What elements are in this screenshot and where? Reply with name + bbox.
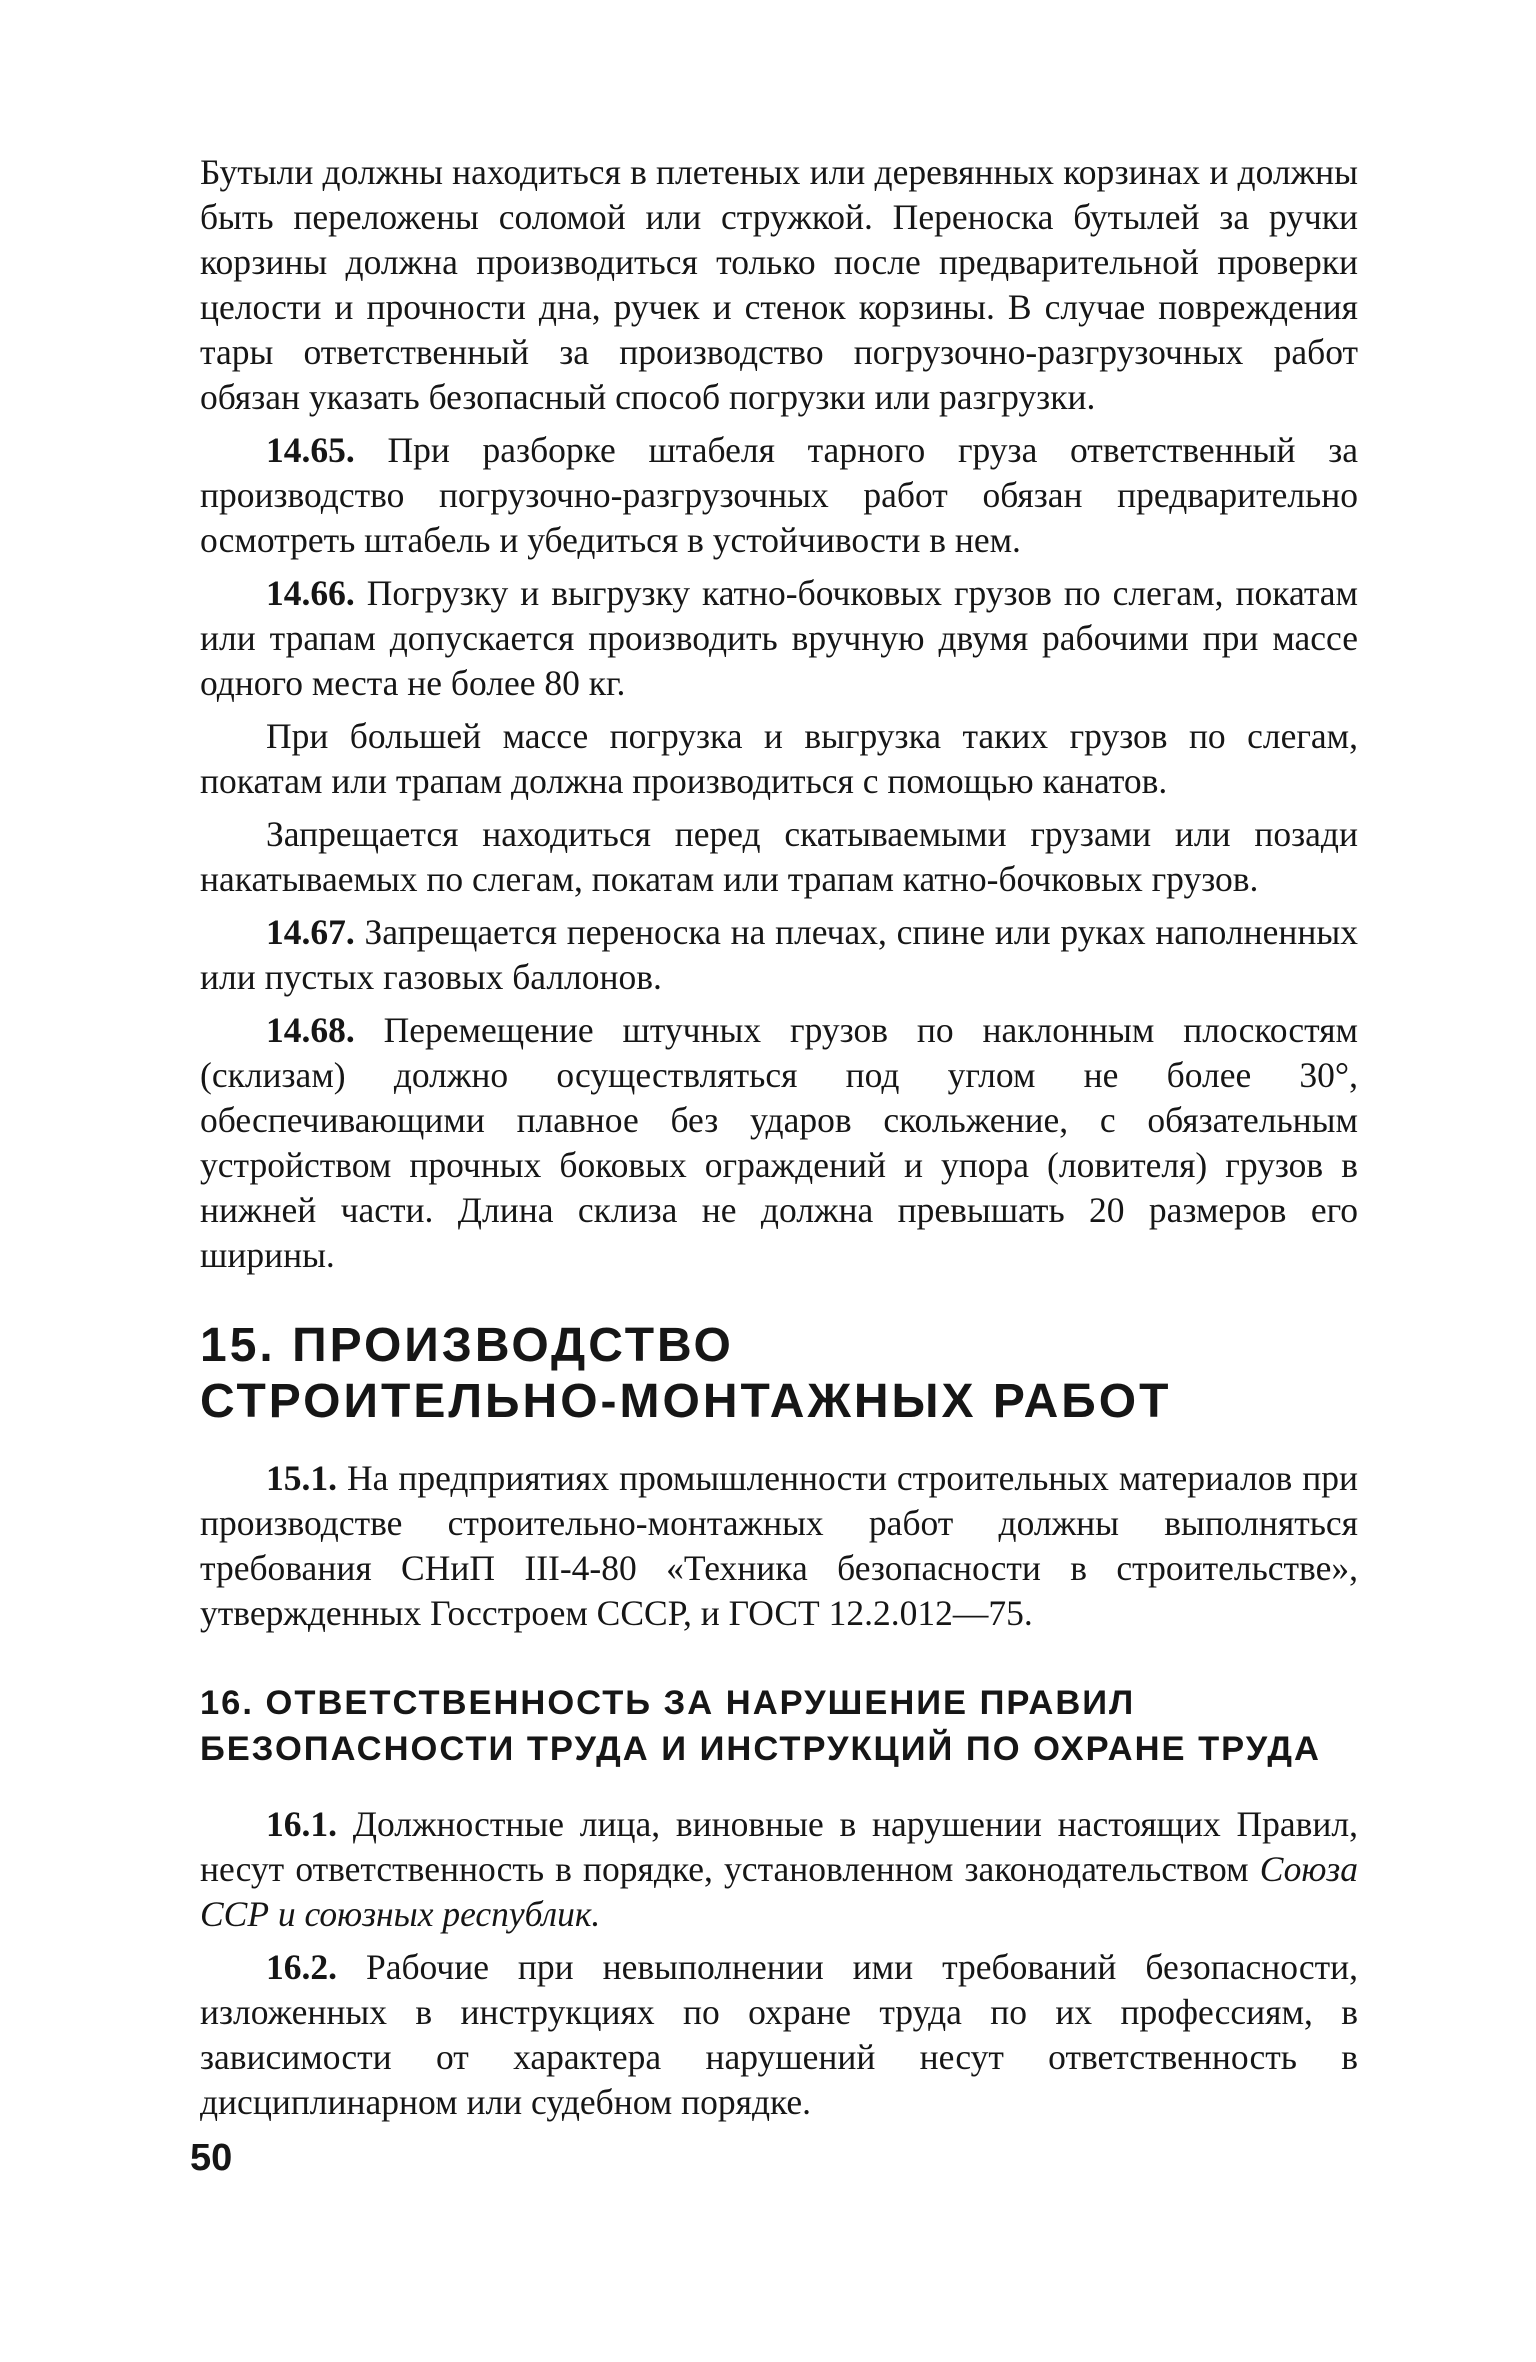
section-15-heading — [200, 1318, 1358, 1430]
clause-number-16-1: 16.1. — [266, 1804, 337, 1844]
paragraph-14-66-c — [200, 812, 1358, 902]
paragraph-14-68 — [200, 1008, 1358, 1278]
clause-text-14-65: При разборке штабеля тарного груза ответственный за производство погрузочно-разгрузочных работ обязан предварительно осмотреть штабель и убедиться в устойчивости в нем. — [200, 430, 1358, 560]
clause-text-15-1: На предприятиях промышленности строительных материалов при производстве строительно-монтажных работ должны выполняться требования СНиП III-4-80 «Техника безопасности в строительстве», утвержденных Госстроем СССР, и ГОСТ 12.2.012—75. — [200, 1458, 1358, 1633]
clause-text-14-67: Запрещается переноска на плечах, спине или руках наполненных или пустых газовых баллонов. — [200, 912, 1358, 997]
clause-number-14-67: 14.67. — [266, 912, 355, 952]
paragraph-14-67 — [200, 910, 1358, 1000]
clause-text-16-2: Рабочие при невыполнении ими требований безопасности, изложенных в инструкциях по охране труда по их профессиям, в зависимости от характера нарушений несут ответственность в дисциплинарном или судебном порядке. — [200, 1947, 1358, 2122]
clause-text-14-66: Погрузку и выгрузку катно-бочковых грузов по слегам, покатам или трапам допускается производить вручную двумя рабочими при массе одного места не более 80 кг. — [200, 573, 1358, 703]
clause-text-14-68: Перемещение штучных грузов по наклонным плоскостям (склизам) должно осуществляться под углом не более 30°, обеспечивающими плавное без ударов скольжение, с обязательным устройством прочных боковых ограждений и упора (ловителя) грузов в нижней части. Длина склиза не должна превышать 20 размеров его ширины. — [200, 1010, 1358, 1275]
section-16-heading-line1: 16. ОТВЕТСТВЕННОСТЬ ЗА НАРУШЕНИЕ ПРАВИЛ — [200, 1684, 1136, 1722]
clause-number-14-65: 14.65. — [266, 430, 355, 470]
clause-number-14-66: 14.66. — [266, 573, 355, 613]
paragraph-16-2 — [200, 1945, 1358, 2125]
section-16-heading — [200, 1680, 1358, 1772]
clause-text-16-1-italic: Союза ССР и союзных республик. — [200, 1849, 1358, 1934]
clause-text-14-66-b: При большей массе погрузка и выгрузка таких грузов по слегам, покатам или трапам должна производиться с помощью канатов. — [200, 716, 1358, 801]
paragraph-intro-text: Бутыли должны находиться в плетеных или деревянных корзинах и должны быть переложены соломой или стружкой. Переноска бутылей за ручки корзины должна производиться только после предварительной проверки целости и прочности дна, ручек и стенок корзины. В случае повреждения тары ответственный за производство погрузочно-разгрузочных работ обязан указать безопасный способ погрузки или разгрузки. — [200, 152, 1358, 417]
paragraph-14-66-b — [200, 714, 1358, 804]
paragraph-16-1 — [200, 1802, 1358, 1937]
clause-number-15-1: 15.1. — [266, 1458, 337, 1498]
page-number: 50 — [190, 2137, 233, 2179]
clause-number-14-68: 14.68. — [266, 1010, 355, 1050]
document-page — [200, 150, 1358, 2133]
clause-text-14-66-c: Запрещается находиться перед скатываемыми грузами или позади накатываемых по слегам, покатам или трапам катно-бочковых грузов. — [200, 814, 1358, 899]
paragraph-intro — [200, 150, 1358, 420]
paragraph-14-66 — [200, 571, 1358, 706]
section-15-heading-line2: СТРОИТЕЛЬНО-МОНТАЖНЫХ РАБОТ — [200, 1375, 1172, 1428]
section-16-heading-line2: БЕЗОПАСНОСТИ ТРУДА И ИНСТРУКЦИЙ ПО ОХРАНЕ ТРУДА — [200, 1730, 1321, 1768]
paragraph-15-1 — [200, 1456, 1358, 1636]
clause-text-16-1: Должностные лица, виновные в нарушении настоящих Правил, несут ответственность в порядке, установленном законодательством — [200, 1804, 1358, 1889]
paragraph-14-65 — [200, 428, 1358, 563]
section-15-heading-line1: 15. ПРОИЗВОДСТВО — [200, 1319, 734, 1372]
clause-number-16-2: 16.2. — [266, 1947, 337, 1987]
